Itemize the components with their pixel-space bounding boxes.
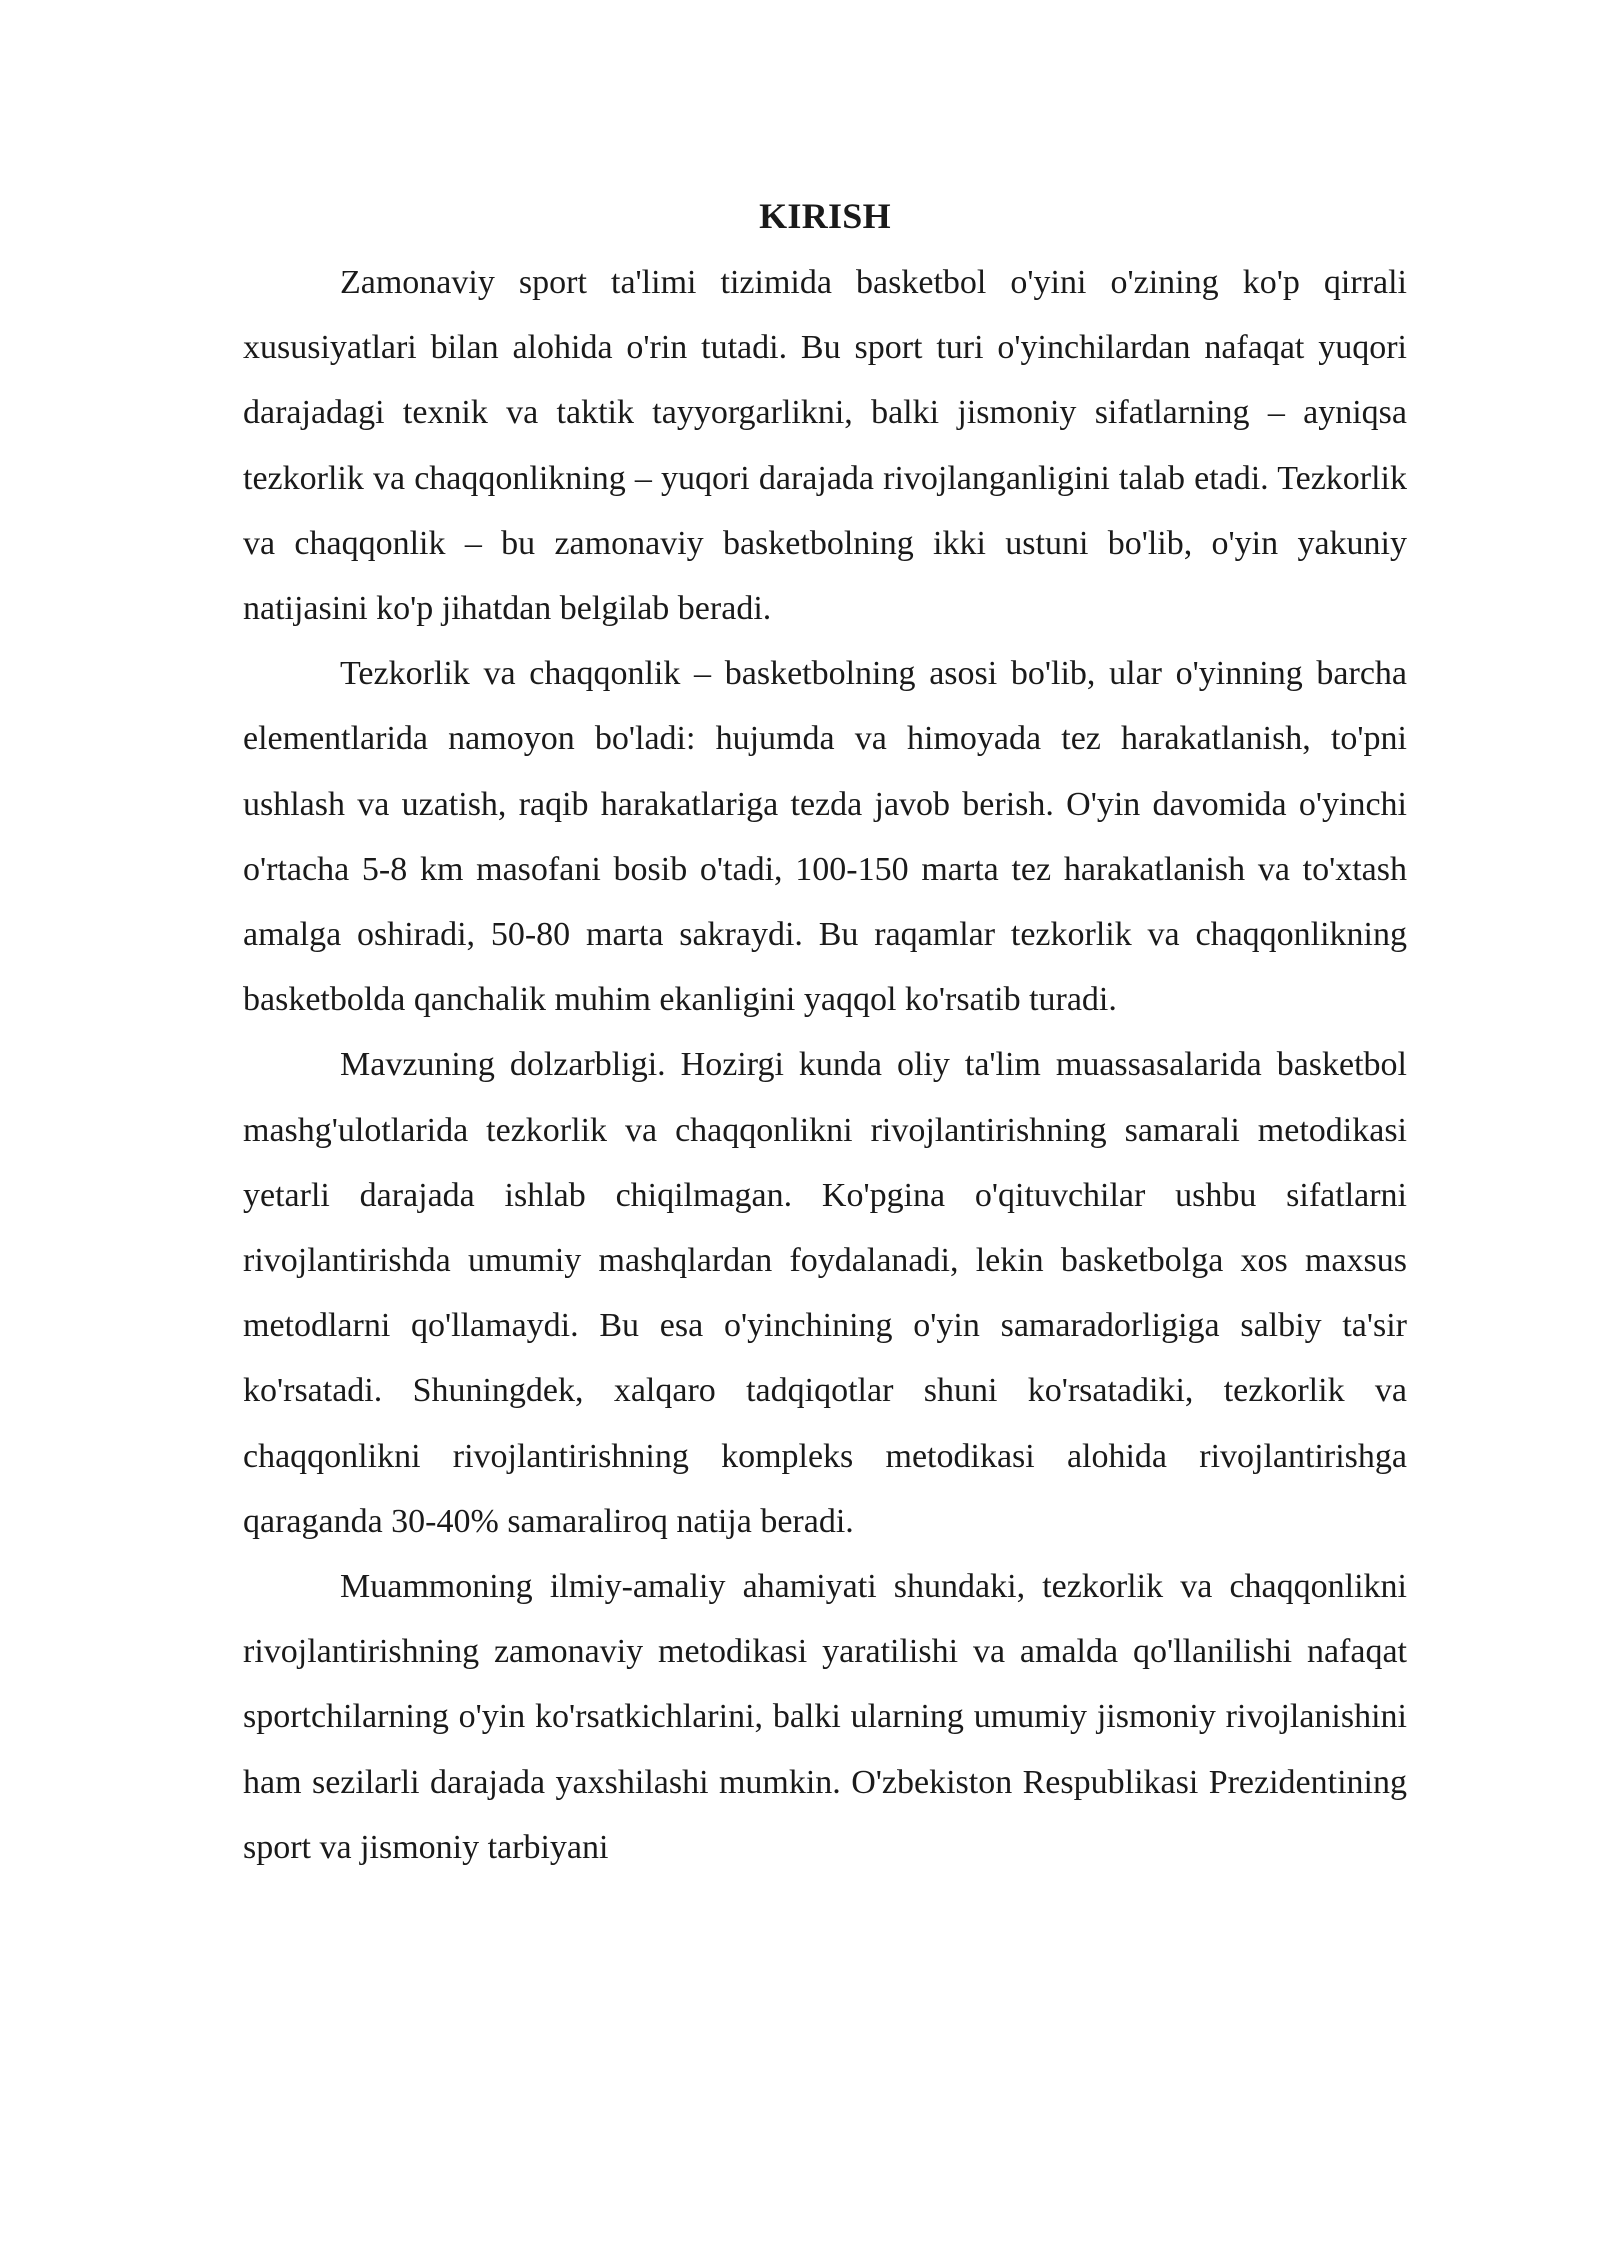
section-title: KIRISH	[759, 196, 891, 236]
paragraph-introduction: Zamonaviy sport ta'limi tizimida basketbol o'yini o'zining ko'p qirrali xususiyatlari bilan alohida o'rin tutadi. Bu sport turi o'yinchilardan nafaqat yuqori darajadagi texnik va taktik tayyorgarlikni, balki jismoniy sifatlarning – ayniqsa tezkorlik va chaqqonlikning – yuqori darajada rivojlanganligini talab etadi. Tezkorlik va chaqqonlik – bu zamonaviy basketbolning ikki ustuni bo'lib, o'yin yakuniy natijasini ko'p jihatdan belgilab beradi.	[243, 264, 1407, 628]
paragraph-speed-agility: Tezkorlik va chaqqonlik – basketbolning asosi bo'lib, ular o'yinning barcha elementlarida namoyon bo'ladi: hujumda va himoyada tez harakatlanish, to'pni ushlash va uzatish, raqib harakatlariga tezda javob berish. O'yin davomida o'yinchi o'rtacha 5-8 km masofani bosib o'tadi, 100-150 marta tez harakatlanish va to'xtash amalga oshiradi, 50-80 marta sakraydi. Bu raqamlar tezkorlik va chaqqonlikning basketbolda qanchalik muhim ekanligini yaqqol ko'rsatib turadi.	[243, 655, 1407, 1019]
paragraph-relevance: Mavzuning dolzarbligi. Hozirgi kunda oliy ta'lim muassasalarida basketbol mashg'ulotlarida tezkorlik va chaqqonlikni rivojlantirishning samarali metodikasi yetarli darajada ishlab chiqilmagan. Ko'pgina o'qituvchilar ushbu sifatlarni rivojlantirishda umumiy mashqlardan foydalanadi, lekin basketbolga xos maxsus metodlarni qo'llamaydi. Bu esa o'yinchining o'yin samaradorligiga salbiy ta'sir ko'rsatadi. Shuningdek, xalqaro tadqiqotlar shuni ko'rsatadiki, tezkorlik va chaqqonlikni rivojlantirishning kompleks metodikasi alohida rivojlantirishga qaraganda 30-40% samaraliroq natija beradi.	[243, 1046, 1407, 1540]
page-content	[243, 188, 1407, 1880]
paragraph-significance: Muammoning ilmiy-amaliy ahamiyati shundaki, tezkorlik va chaqqonlikni rivojlantirishning zamonaviy metodikasi yaratilishi va amalda qo'llanilishi nafaqat sportchilarning o'yin ko'rsatkichlarini, balki ularning umumiy jismoniy rivojlanishini ham sezilarli darajada yaxshilashi mumkin. O'zbekiston Respublikasi Prezidentining sport va jismoniy tarbiyani	[243, 1568, 1407, 1866]
